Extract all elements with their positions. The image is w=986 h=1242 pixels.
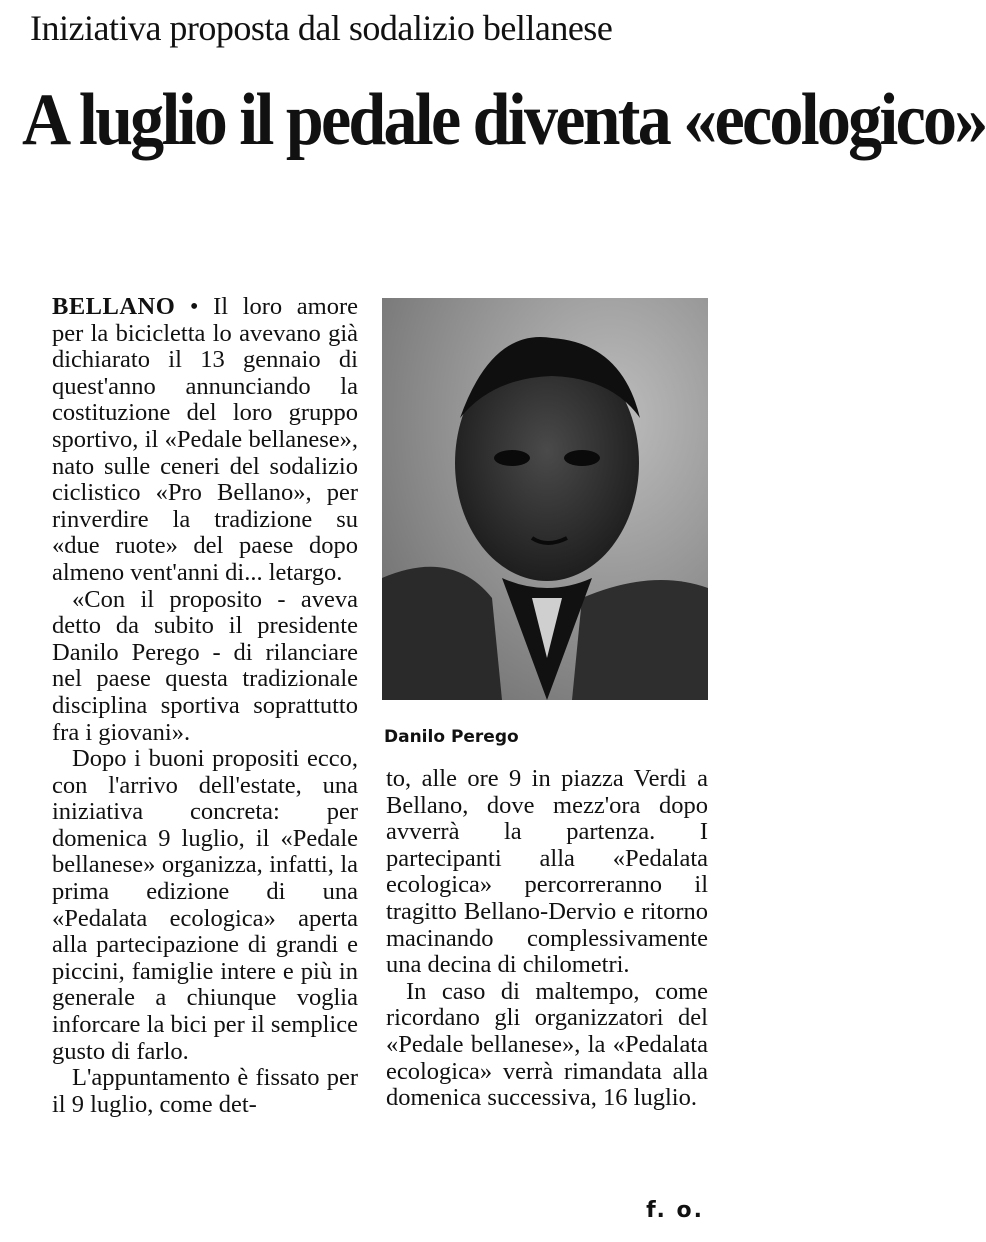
- article-paragraph-2: «Con il proposito - aveva detto da subito il presidente Danilo Perego - di rilanciare nel paese questa tradizionale disciplina sportiva soprattutto fra i giovani».: [52, 585, 358, 746]
- portrait-photo-image: [382, 298, 708, 700]
- article-column-1: [52, 294, 358, 1118]
- article-paragraph-3: Dopo i buoni propositi ecco, con l'arrivo dell'estate, una iniziativa concreta: per domenica 9 luglio, il «Pedale bellanese» organizza, infatti, la prima edizione di una «Pedalata ecologica» aperta alla partecipazione di grandi e piccini, famiglie intere e più in generale a chiunque voglia inforcare la bici per il semplice gusto di farlo.: [52, 745, 358, 1065]
- paragraph-1-text: Il loro amore per la bicicletta lo avevano già dichiarato il 13 gennaio di quest'anno annunciando la costituzione del loro gruppo sportivo, il «Pedale bellanese», nato sulle ceneri del sodalizio ciclistico «Pro Bellano», per rinverdire la tradizione su «due ruote» del paese dopo almeno vent'anni di... letargo.: [52, 293, 358, 586]
- article-paragraph-5: to, alle ore 9 in piazza Verdi a Bellano, dove mezz'ora dopo avverrà la partenza. I partecipanti alla «Pedalata ecologica» percorreranno il tragitto Bellano-Dervio e ritorno macinando complessivamente una decina di chilometri.: [386, 765, 708, 979]
- article-headline: A luglio il pedale diventa «ecologico»: [22, 79, 986, 161]
- dateline: BELLANO: [52, 293, 176, 320]
- article-paragraph-1: BELLANO • Il loro amore per la bicicletta lo avevano già dichiarato il 13 gennaio di quest'anno annunciando la costituzione del loro gruppo sportivo, il «Pedale bellanese», nato sulle ceneri del sodalizio ciclistico «Pro Bellano», per rinverdire la tradizione su «due ruote» del paese dopo almeno vent'anni di... letargo.: [52, 293, 358, 586]
- article-paragraph-4: L'appuntamento è fissato per il 9 luglio, come det-: [52, 1064, 358, 1118]
- article-paragraph-6: In caso di maltempo, come ricordano gli organizzatori del «Pedale bellanese», la «Pedalata ecologica» verrà rimandata alla domenica successiva, 16 luglio.: [386, 977, 708, 1112]
- article-column-2: [386, 766, 708, 1112]
- author-signature: f. o.: [646, 1198, 704, 1223]
- portrait-photo: [382, 298, 708, 700]
- article-kicker: Iniziativa proposta dal sodalizio bellanese: [30, 8, 613, 48]
- photo-caption: Danilo Perego: [384, 727, 519, 747]
